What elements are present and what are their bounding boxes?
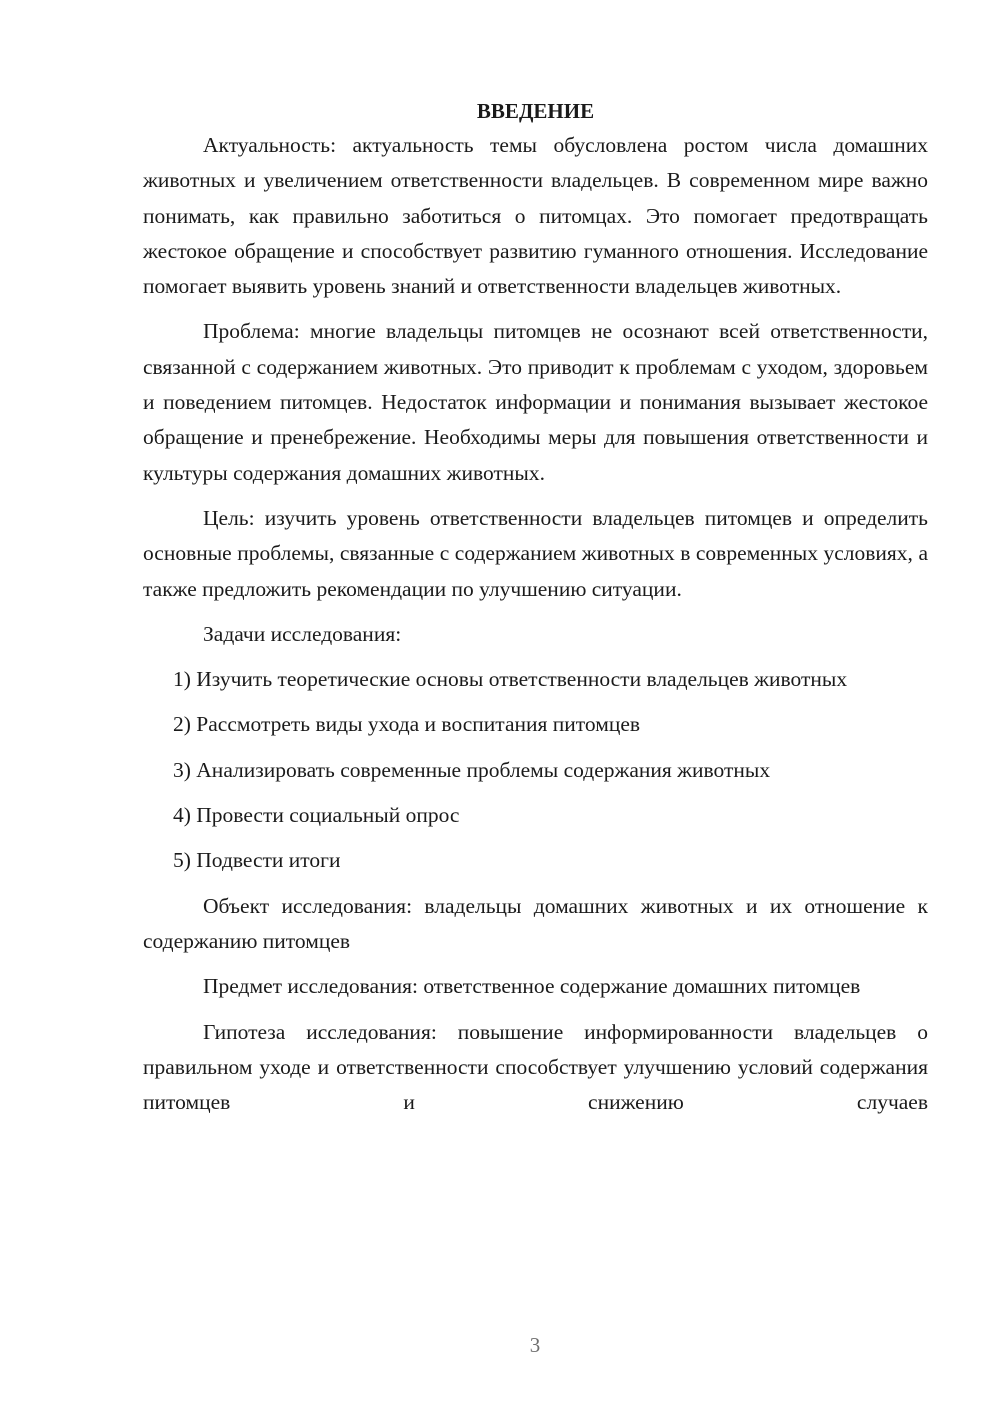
- task-item-4: 4) Провести социальный опрос: [173, 803, 460, 828]
- document-page: [143, 96, 928, 1130]
- task-item-2: 2) Рассмотреть виды ухода и воспитания питомцев: [173, 712, 641, 737]
- section-title: ВВЕДЕНИЕ: [476, 99, 595, 123]
- problem-paragraph: Проблема: многие владельцы питомцев не осознают всей ответственности, связанной с содержанием животных. Это приводит к проблемам с уходом, здоровьем и поведением питомцев. Недостаток информации и понимания вызывает жестокое обращение и пренебрежение. Необходимы меры для повышения ответственности и культуры содержания домашних животных.: [143, 319, 928, 485]
- hypothesis-paragraph: Гипотеза исследования: повышение информированности владельцев о правильном уходе и ответственности способствует улучшению условий содержания питомцев и снижению случаев: [143, 1019, 928, 1115]
- goal-paragraph: Цель: изучить уровень ответственности владельцев питомцев и определить основные проблемы, связанные с содержанием животных в современных условиях, а также предложить рекомендации по улучшению ситуации.: [143, 505, 928, 601]
- tasks-heading: Задачи исследования:: [203, 621, 402, 646]
- page-number: 3: [529, 1333, 541, 1357]
- object-paragraph: Объект исследования: владельцы домашних животных и их отношение к содержанию питомцев: [143, 893, 928, 953]
- task-item-3: 3) Анализировать современные проблемы содержания животных: [173, 757, 771, 782]
- task-item-1: 1) Изучить теоретические основы ответственности владельцев животных: [173, 667, 848, 692]
- relevance-paragraph: Актуальность: актуальность темы обусловлена ростом числа домашних животных и увеличением ответственности владельцев. В современном мире важно понимать, как правильно заботиться о питомцах. Это помогает предотвращать жестокое обращение и способствует развитию гуманного отношения. Исследование помогает выявить уровень знаний и ответственности владельцев животных.: [143, 133, 928, 299]
- task-item-5: 5) Подвести итоги: [173, 848, 341, 873]
- subject-paragraph: Предмет исследования: ответственное содержание домашних питомцев: [203, 974, 861, 999]
